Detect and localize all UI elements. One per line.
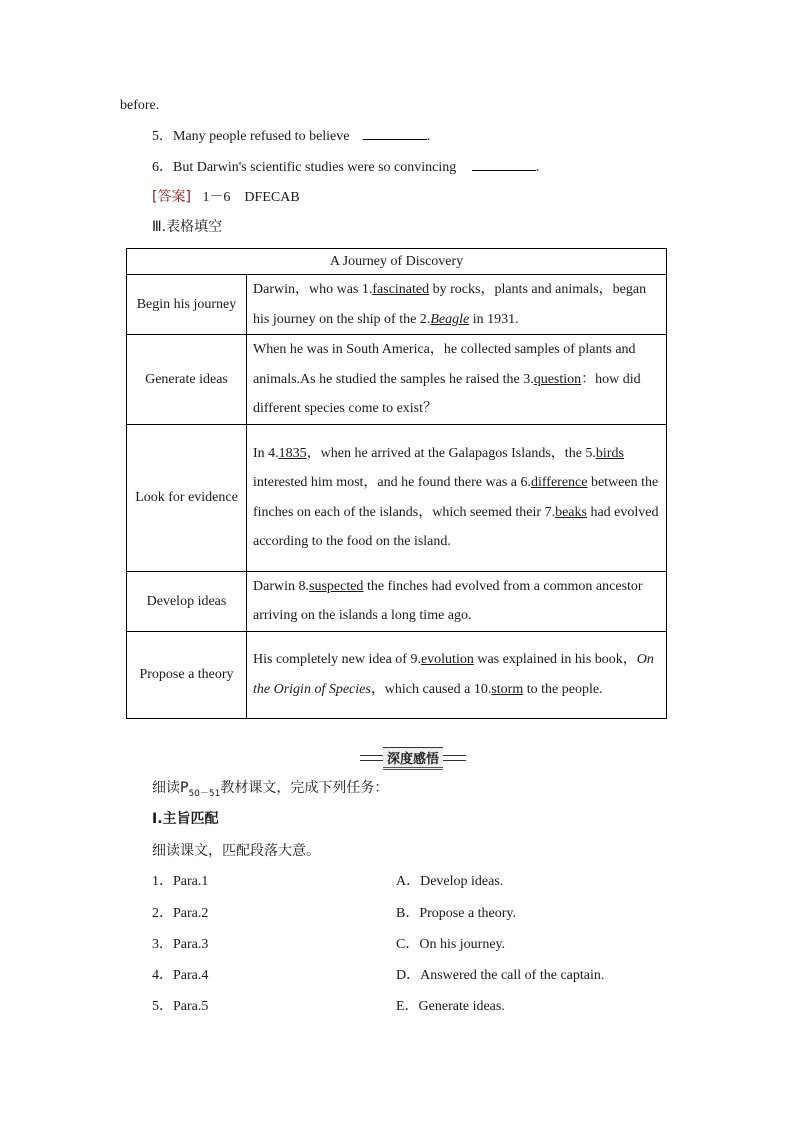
desc-text: ，which caused a 10. [370,681,492,697]
desc-cell [247,571,667,631]
question-6-text: 6．But Darwin's scientific studies were so convincing [152,160,457,175]
stage-cell: Propose a theory [127,631,247,718]
desc-text: was explained in his book， [473,652,637,667]
matching-right-item: A．Develop ideas. [396,874,504,889]
matching-left-item: 4．Para.4 [152,968,209,983]
desc-text: to the people. [523,681,603,697]
stage-cell: Look for evidence [127,424,247,571]
matching-right-item: B．Propose a theory. [396,906,517,921]
filled-answer: 1835 [278,445,307,461]
continuation-text: before. [120,98,160,113]
matching-right-item: D．Answered the call of the captain. [396,968,605,983]
desc-text: Darwin 8. [253,578,309,594]
question-5: 5．Many people refused to believe . [152,126,431,146]
filled-answer: birds [595,445,624,461]
page-range: 50－51 [188,788,221,799]
desc-text: in 1931. [469,311,519,327]
matching-instruction: 细读课文，匹配段落大意。 [152,843,320,859]
filled-answer: difference [530,475,588,490]
desc-text: ：how did different species come to exist？ [253,371,641,416]
instruction-suffix: 教材课文，完成下列任务： [220,780,389,796]
journey-table [126,248,667,719]
desc-text: When he was in South America，he collected samples of plants and animals.As he studied the samples he raised the 3. [253,342,636,387]
filled-answer: question [533,371,582,387]
desc-text: Darwin，who was 1. [253,282,373,297]
filled-answer: suspected [309,578,364,594]
matching-right-item: C．On his journey. [396,937,506,952]
desc-cell [247,275,667,335]
desc-text: In 4. [253,445,279,461]
filled-answer: fascinated [372,282,430,297]
filled-answer: Beagle [430,311,470,327]
matching-left-item: 3．Para.3 [152,937,209,952]
section-heading-matching: Ⅰ.主旨匹配 [152,811,219,827]
desc-cell [247,424,667,571]
answer-text: 1－6 DFECAB [202,190,300,205]
answer-tag: [答案] [152,189,191,205]
filled-answer: storm [491,681,524,697]
desc-text: the finches had evolved from a common ancestor arriving on the islands a long time ago. [253,578,643,623]
section-heading-table: Ⅲ.表格填空 [152,219,223,235]
question-5-text: 5．Many people refused to believe [152,129,350,144]
matching-left-item: 5．Para.5 [152,999,209,1014]
filled-answer: beaks [555,504,587,520]
filled-answer: evolution [420,652,474,667]
instruction-prefix: 细读P [152,780,189,796]
matching-left-item: 2．Para.2 [152,906,209,921]
desc-text: between the finches on each of the islands，which seemed their 7. [253,475,659,520]
answer-blank-6[interactable] [472,157,536,171]
desc-text: On the Origin of Species [253,652,654,697]
answer-blank-5[interactable] [363,126,427,140]
desc-text: had evolved according to the food on the island. [253,504,659,549]
question-6: 6．But Darwin's scientific studies were so convincing . [152,157,539,177]
desc-text: interested him most，and he found there was a 6. [253,475,531,490]
desc-text: His completely new idea of 9. [253,652,421,667]
desc-cell [247,631,667,718]
desc-text: by rocks，plants and animals，began his journey on the ship of the 2. [253,282,647,327]
matching-right-item: E．Generate ideas. [396,999,505,1014]
section-badge-label: 深度感悟 [383,747,443,770]
desc-cell [247,335,667,425]
stage-cell: Develop ideas [127,571,247,631]
stage-cell: Generate ideas [127,335,247,425]
instruction-line [152,779,388,803]
answer-line [152,188,300,207]
matching-left-item: 1．Para.1 [152,874,209,889]
stage-cell: Begin his journey [127,275,247,335]
table-title: A Journey of Discovery [127,249,667,275]
desc-text: ，when he arrived at the Galapagos Islands，the 5. [306,445,596,461]
section-badge [360,748,466,768]
